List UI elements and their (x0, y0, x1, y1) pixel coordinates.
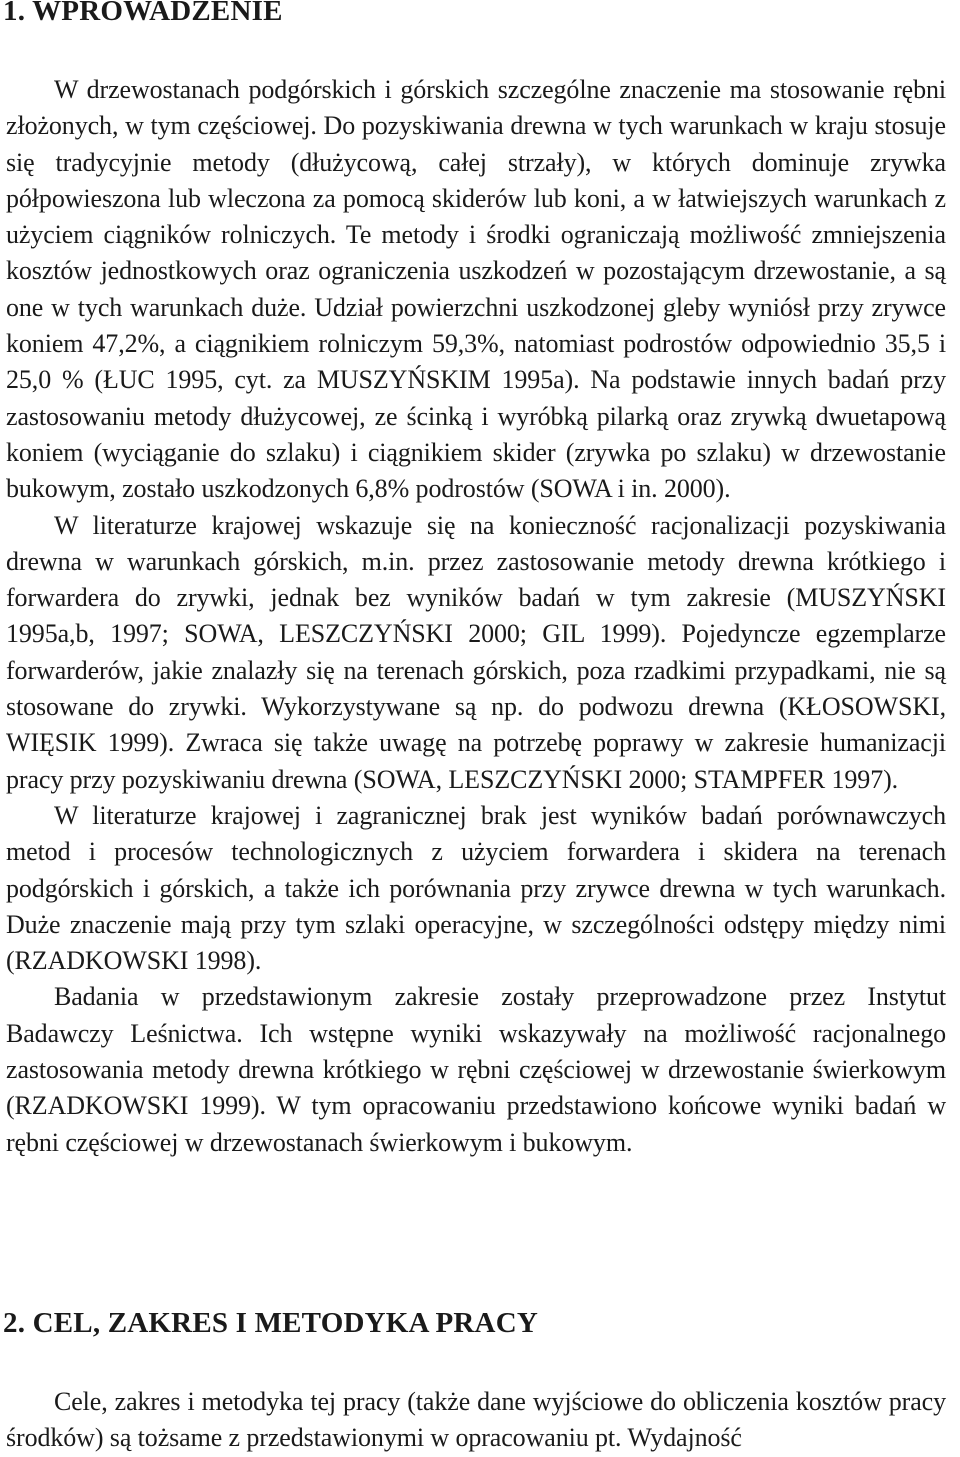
section-heading-introduction: 1. WPROWADZENIE (3, 0, 283, 27)
paragraph-4: Badania w przedstawionym zakresie zostały przeprowadzone przez Instytut Badawczy Leśnictwa. Ich wstępne wyniki wskazywały na możliwość racjonalnego zastosowania metody drewna krótkiego w rębni częściowej w drzewostanie świerkowym (RZADKOWSKI 1999). W tym opracowaniu przedstawiono końcowe wyniki badań w rębni częściowej w drzewostanach świerkowym i bukowym. (6, 982, 946, 1157)
paragraph-2: W literaturze krajowej wskazuje się na konieczność racjonalizacji pozyskiwania drewna w warunkach górskich, m.in. przez zastosowanie metody drewna krótkiego i forwardera do zrywki, jednak bez wyników badań w tym zakresie (MUSZYŃSKI 1995a,b, 1997; SOWA, LESZCZYŃSKI 2000; GIL 1999). Pojedyncze egzemplarze forwarderów, jakie znalazły się na terenach górskich, poza rzadkimi przypadkami, nie są stosowane do zrywki. Wykorzystywane są np. do podwozu drewna (KŁOSOWSKI, WIĘSIK 1999). Zwraca się także uwagę na potrzebę poprawy w zakresie humanizacji pracy przy pozyskiwaniu drewna (SOWA, LESZCZYŃSKI 2000; STAMPFER 1997). (6, 510, 946, 794)
section-heading-methodology: 2. CEL, ZAKRES I METODYKA PRACY (3, 1307, 538, 1339)
paragraph-1: W drzewostanach podgórskich i górskich szczególne znaczenie ma stosowanie rębni złożonych, w tym częściowej. Do pozyskiwania drewna w tych warunkach w kraju stosuje się tradycyjnie metody (dłużycową, całej strzały), w których dominuje zrywka półpowieszona lub wleczona za pomocą skiderów lub koni, a w łatwiejszych warunkach z użyciem ciągników rolniczych. Te metody i środki ograniczają możliwość zmniejszenia kosztów jednostkowych oraz ograniczenia uszkodzeń w pozostającym drzewostanie, a są one w tych warunkach duże. Udział powierzchni uszkodzonej gleby wyniósł przy zrywce koniem 47,2%, a ciągnikiem rolniczym 59,3%, natomiast podrostów odpowiednio 35,5 i 25,0 % (ŁUC 1995, cyt. za MUSZYŃSKIM 1995a). Na podstawie innych badań przy zastosowaniu metody dłużycowej, ze ścinką i wyróbką pilarką oraz zrywką dwuetapową koniem (wyciąganie do szlaku) i ciągnikiem skider (zrywka po szlaku) w drzewostanie bukowym, zostało uszkodzonych 6,8% podrostów (SOWA i in. 2000). (6, 75, 946, 504)
paragraph-3: W literaturze krajowej i zagranicznej brak jest wyników badań porównawczych metod i procesów technologicznych z użyciem forwardera i skidera na terenach podgórskich i górskich, a także ich porównania przy zrywce drewna w tych warunkach. Duże znaczenie mają przy tym szlaki operacyjne, w szczególności odstępy między nimi (RZADKOWSKI 1998). (6, 800, 946, 976)
section-body-introduction (6, 72, 946, 1161)
paragraph-5: Cele, zakres i metodyka tej pracy (także dane wyjściowe do obliczenia kosztów pracy środków) są tożsame z przedstawionymi w opracowaniu pt. Wydajność (6, 1387, 946, 1453)
section-body-methodology (6, 1384, 946, 1457)
